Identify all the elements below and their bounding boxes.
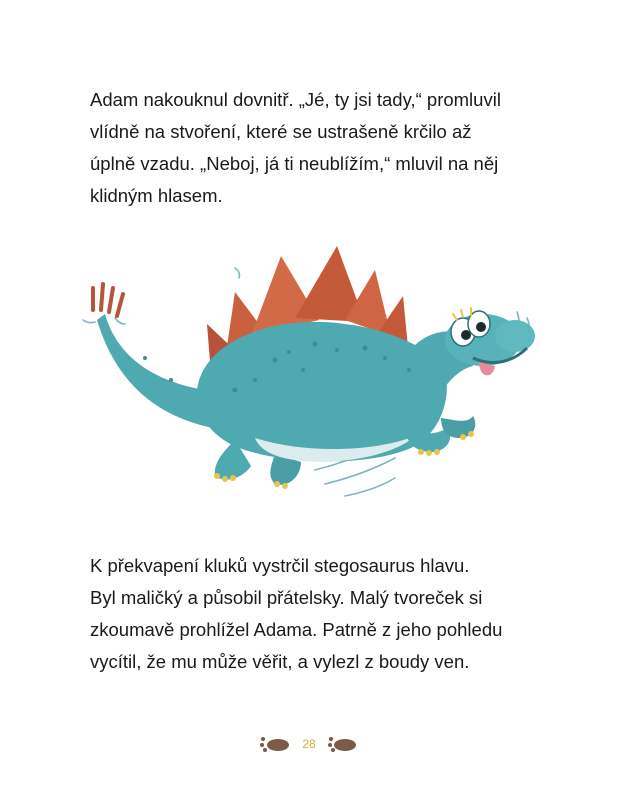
story-paragraph-2 [90, 550, 560, 678]
pupil [461, 330, 471, 340]
text-line: úplně vzadu. „Neboj, já ti neublížím,“ mluvil na něj [90, 153, 499, 174]
text-line: zkoumavě prohlížel Adama. Patrně z jeho pohledu [90, 619, 503, 640]
snout [495, 320, 535, 352]
page-footer [0, 732, 618, 756]
text-line: K překvapení kluků vystrčil stegosaurus hlavu. [90, 555, 470, 576]
text-line: vlídně na stvoření, které se ustrašeně krčilo až [90, 121, 472, 142]
text-line: Byl maličký a působil přátelsky. Malý tvoreček si [90, 587, 483, 608]
stegosaurus-illustration [75, 240, 545, 510]
tail-spikes [93, 284, 123, 316]
text-line: vycítil, že mu může věřit, a vylezl z boudy ven. [90, 651, 470, 672]
page-number: 28 [302, 737, 316, 751]
pupil [476, 322, 486, 332]
footprint-right-icon [327, 735, 361, 753]
text-line: klidným hlasem. [90, 185, 223, 206]
story-paragraph-1 [90, 84, 560, 212]
footprint-left-icon [258, 735, 292, 753]
text-line: Adam nakouknul dovnitř. „Jé, ty jsi tady,“ promluvil [90, 89, 501, 110]
